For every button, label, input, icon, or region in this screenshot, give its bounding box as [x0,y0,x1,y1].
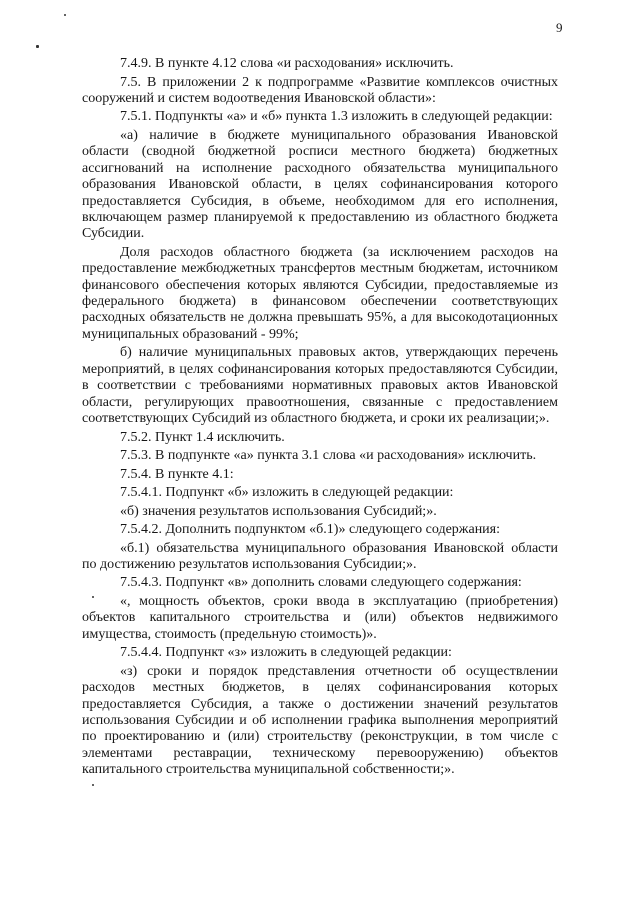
paragraph-new-z: «з) сроки и порядок представления отчетности об осуществлении расходов местных бюджетов, в целях софинансирования которых предоставляется Субсидия, а также о достижении значений результатов использования Субсидии и об исполнении графика выполнения мероприятий по проектированию и (или) строительству (реконструкции, в том числе с элементами реставрации, техническому перевооружению) объектов капитального строительства муниципальной собственности;». [82,663,558,778]
paragraph-7-5-1: 7.5.1. Подпункты «а» и «б» пункта 1.3 изложить в следующей редакции: [120,109,553,125]
scan-speck [92,784,94,786]
paragraph-new-b: «б) значения результатов использования Субсидий;». [120,503,437,519]
paragraph-7-5-4-1: 7.5.4.1. Подпункт «б» изложить в следующей редакции: [120,485,454,500]
paragraph-7-5-4-2: 7.5.4.2. Дополнить подпунктом «б.1)» следующего содержания: [120,522,501,537]
document-body [82,56,558,779]
paragraph-7-5-4-4: 7.5.4.4. Подпункт «з» изложить в следующей редакции: [120,645,452,661]
paragraph-7-5-3: 7.5.3. В подпункте «а» пункта 3.1 слова «и расходования» исключить. [120,448,537,463]
paragraph-7-5-4-3: 7.5.4.3. Подпункт «в» дополнить словами следующего содержания: [120,575,522,591]
paragraph-budget-share: Доля расходов областного бюджета (за исключением расходов на предоставление межбюджетных трансфертов местным бюджетам, источником финансового обеспечения которых являются Субсидии, предоставляемые из федерального бюджета) в финансовом обеспечении соответствующих расходных обязательств не должна превышать 95%, а для высокодотационных муниципальных образований - 99%; [82,244,558,342]
paragraph-7-5-2: 7.5.2. Пункт 1.4 исключить. [120,429,285,445]
paragraph-capacity-addition: «, мощность объектов, сроки ввода в эксплуатацию (приобретения) объектов капитального строительства и (или) объектов недвижимого имущества, стоимость (предельную стоимость)». [82,593,558,642]
page-number: 9 [556,20,563,35]
paragraph-7-5-4: 7.5.4. В пункте 4.1: [120,466,234,482]
scan-speck [36,45,39,48]
paragraph-7-4-9: 7.4.9. В пункте 4.12 слова «и расходования» исключить. [120,56,454,71]
paragraph-subpoint-a: «а) наличие в бюджете муниципального образования Ивановской области (сводной бюджетной росписи местного бюджета) бюджетных ассигнований на исполнение расходного обязательства муниципального образования Ивановской области, в целях софинансирования которого предоставляется Субсидия, в объеме, необходимом для его исполнения, включающем размер планируемой к предоставлению из областного бюджета Субсидии. [82,127,558,242]
paragraph-subpoint-b: б) наличие муниципальных правовых актов, утверждающих перечень мероприятий, в целях софинансирования которых предоставляются Субсидии, в соответствии с требованиями нормативных правовых актов Ивановской области, регулирующих правоотношения, связанные с предоставлением соответствующих Субсидий из областного бюджета, и сроки их реализации;». [82,345,558,426]
paragraph-new-b1: «б.1) обязательства муниципального образования Ивановской области по достижению результатов использования Субсидии;». [82,540,558,572]
scan-speck [64,14,66,16]
paragraph-7-5: 7.5. В приложении 2 к подпрограмме «Развитие комплексов очистных сооружений и систем водоотведения Ивановской области»: [82,74,558,106]
